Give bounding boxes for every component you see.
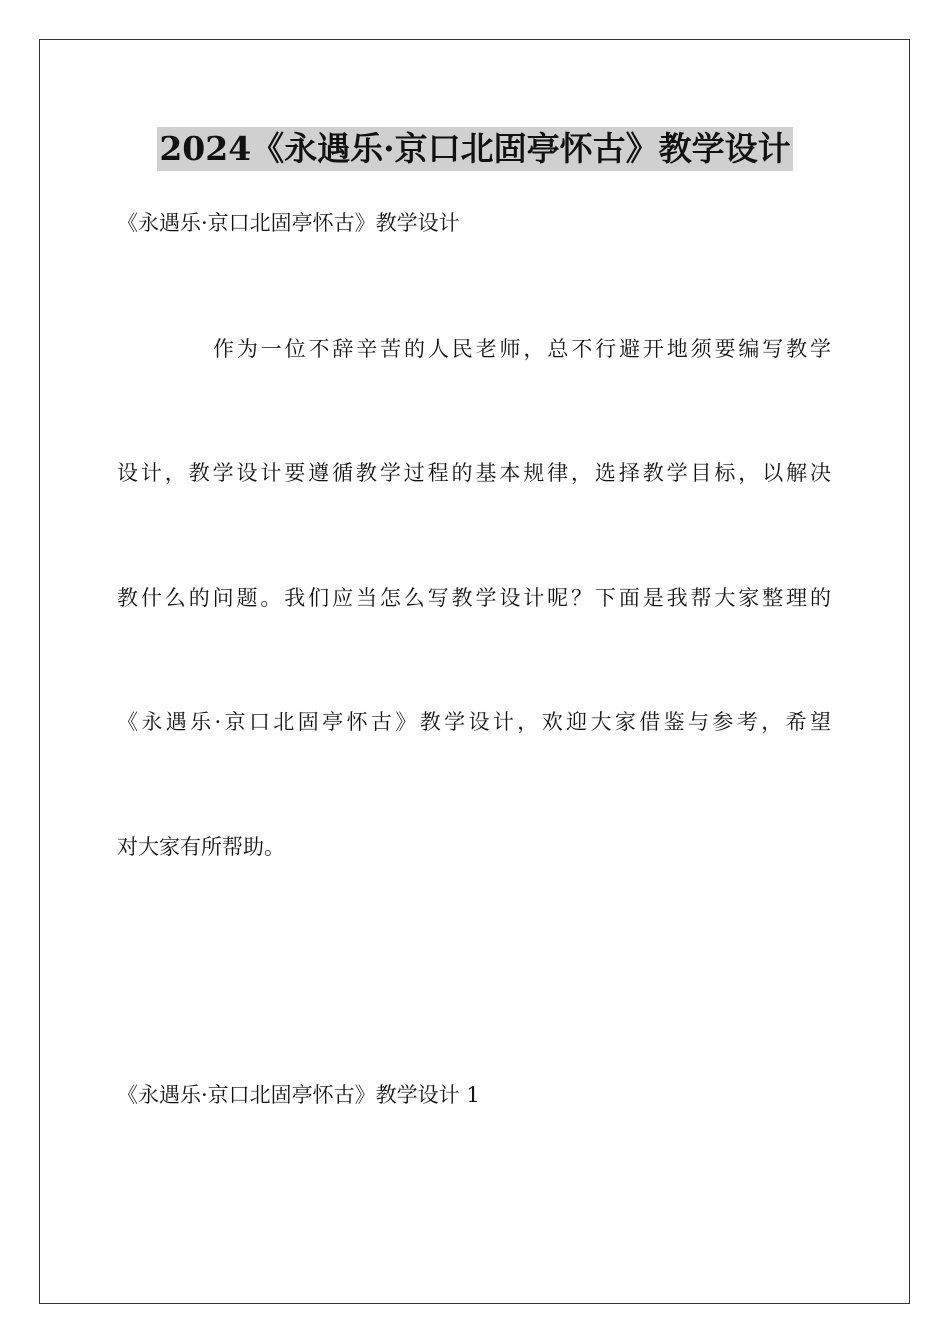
intro-line-3: 教什么的问题。我们应当怎么写教学设计呢？下面是我帮大家整理的 (117, 586, 831, 610)
document-subtitle: 《永遇乐·京口北固亭怀古》教学设计 (117, 211, 460, 235)
section-heading: 《永遇乐·京口北固亭怀古》教学设计 1 (117, 1083, 480, 1107)
intro-line-1: 作为一位不辞辛苦的人民老师，总不行避开地须要编写教学 (213, 337, 831, 361)
intro-line-4: 《永遇乐·京口北固亭怀古》教学设计，欢迎大家借鉴与参考，希望 (117, 710, 831, 734)
title-container (0, 127, 950, 171)
intro-line-5: 对大家有所帮助。 (117, 835, 285, 859)
intro-line-2: 设计，教学设计要遵循教学过程的基本规律，选择教学目标，以解决 (117, 461, 831, 485)
document-title: 2024《永遇乐·京口北固亭怀古》教学设计 (157, 127, 792, 171)
